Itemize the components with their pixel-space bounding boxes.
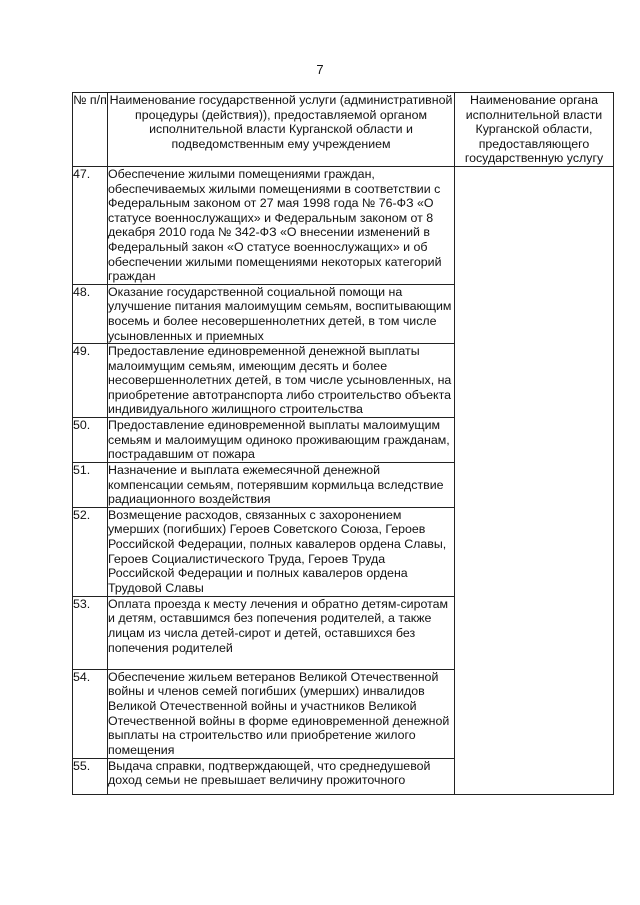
services-table bbox=[72, 92, 614, 795]
table-header-row bbox=[73, 93, 614, 167]
row-service-name: Выдача справки, подтверждающей, что среднедушевой доход семьи не превышает величину прожиточного bbox=[108, 758, 455, 794]
row-service-name: Обеспечение жильем ветеранов Великой Отечественной войны и членов семей погибших (умерших) инвалидов Великой Отечественной войны и участников Великой Отечественной войны в форме единовременной денежной выплаты на строительство или приобретение жилого помещения bbox=[108, 669, 455, 758]
row-number: 48. bbox=[73, 284, 108, 343]
row-number: 49. bbox=[73, 344, 108, 418]
row-number: 53. bbox=[73, 596, 108, 669]
row-number: 54. bbox=[73, 669, 108, 758]
row-number: 50. bbox=[73, 418, 108, 463]
row-service-name: Предоставление единовременной выплаты малоимущим семьям и малоимущим одиноко проживающим гражданам, пострадавшим от пожара bbox=[108, 418, 455, 463]
row-number: 55. bbox=[73, 758, 108, 794]
row-service-name: Оплата проезда к месту лечения и обратно детям-сиротам и детям, оставшимся без попечения родителей, а также лицам из числа детей-сирот и детей, оставшихся без попечения родителей bbox=[108, 596, 455, 669]
row-authority-cell bbox=[455, 166, 614, 794]
row-service-name: Обеспечение жилыми помещениями граждан, обеспечиваемых жилыми помещениями в соответствии с Федеральным законом от 27 мая 1998 года № 76-ФЗ «О статусе военнослужащих» и Федеральным законом от 8 декабря 2010 года № 342-ФЗ «О внесении изменений в Федеральный закон «О статусе военнослужащих» и об обеспечении жилыми помещениями некоторых категорий граждан bbox=[108, 166, 455, 284]
row-number: 51. bbox=[73, 463, 108, 508]
table-row bbox=[73, 166, 614, 284]
page-number: 7 bbox=[316, 62, 324, 77]
row-service-name: Оказание государственной социальной помощи на улучшение питания малоимущим семьям, воспитывающим восемь и более несовершеннолетних детей, в том числе усыновленных и приемных bbox=[108, 284, 455, 343]
header-number: № п/п bbox=[73, 93, 108, 167]
row-number: 52. bbox=[73, 507, 108, 596]
row-service-name: Предоставление единовременной денежной выплаты малоимущим семьям, имеющим десять и более несовершеннолетних детей, в том числе усыновленных, на приобретение автотранспорта либо строительство объекта индивидуального жилищного строительства bbox=[108, 344, 455, 418]
header-authority-name: Наименование органа исполнительной власти Курганской области, предоставляющего государственную услугу bbox=[455, 93, 614, 167]
row-number: 47. bbox=[73, 166, 108, 284]
header-service-name: Наименование государственной услуги (административной процедуры (действия)), предоставляемой органом исполнительной власти Курганской области и подведомственным ему учреждением bbox=[108, 93, 455, 167]
row-service-name: Назначение и выплата ежемесячной денежной компенсации семьям, потерявшим кормильца вследствие радиационного воздействия bbox=[108, 463, 455, 508]
row-service-name: Возмещение расходов, связанных с захоронением умерших (погибших) Героев Советского Союза, Героев Российской Федерации, полных кавалеров ордена Славы, Героев Социалистического Труда, Героев Труда Российской Федерации и полных кавалеров ордена Трудовой Славы bbox=[108, 507, 455, 596]
